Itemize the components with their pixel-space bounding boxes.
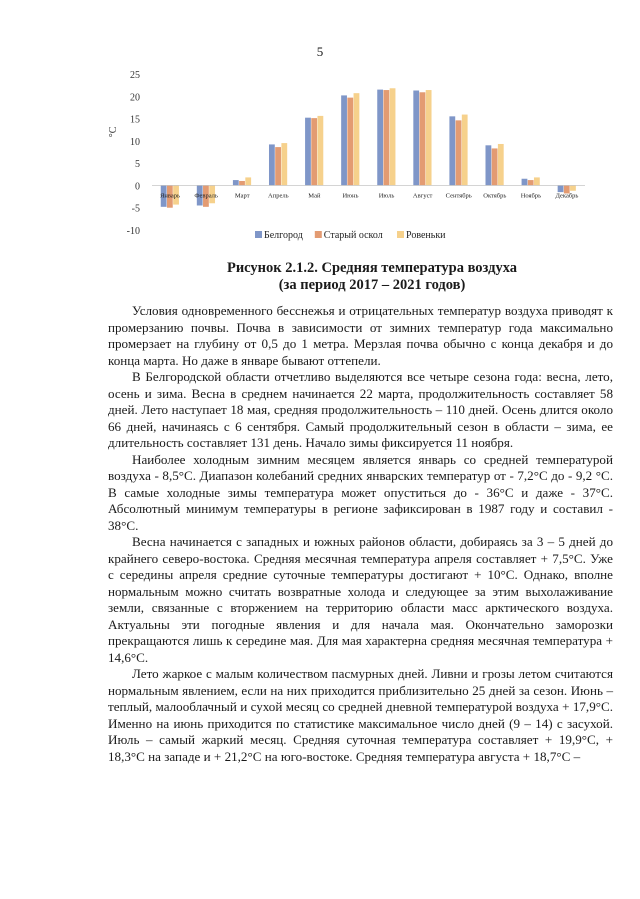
temperature-bar-chart: [100, 62, 600, 242]
legend-swatch: [315, 231, 322, 238]
paragraph-winter: Наиболее холодным зимним месяцем является январь со средней температурой воздуха - 8,5°С. Диапазон колебаний средних январских температур от - 7,2°С до - 9,2 °С. В самые холодные зимы температура может опуститься до - 36°С и даже - 37°С. Абсолютный минимум температуры в регионе зафиксирован в 1987 году и составил - 38°С.: [108, 451, 613, 533]
x-category-label: Январь: [160, 192, 180, 200]
y-tick-label: -5: [131, 203, 140, 215]
x-category-label: Июль: [378, 192, 395, 200]
x-category-label: Февраль: [194, 192, 218, 200]
y-tick-label: 10: [130, 136, 140, 148]
y-tick-label: -10: [126, 226, 140, 237]
paragraph-soil-freezing: Условия одновременного бесснежья и отрицательных температур воздуха приводят к промерзанию почвы. Почва в зависимости от зимних температур года максимально промерзает на глубину от 0,5 до 1 метра. Мерзлая почва обычно с конца декабря и до конца марта. Но даже в январе бывают оттепели.: [108, 303, 613, 368]
bar-1: [522, 179, 528, 186]
x-category-label: Октябрь: [483, 192, 507, 200]
paragraph-summer: Лето жаркое с малым количеством пасмурных дней. Ливни и грозы летом считаются нормальным явлением, если на них приходится приблизительно 25 дней за сезон. Июнь – теплый, малооблачный и сухой месяц со средней дневной температурой воздуха + 17,9°С. Именно на июнь приходится по статистике максимальное число дней (9 – 14) с засухой. Июль – самый жаркий месяц. Средняя суточная температура составляет + 19,9°С, + 18,3°С на западе и + 21,2°С на юго-востоке. Средняя температура августа + 18,7°С –: [108, 666, 613, 764]
figure-caption-period: (за период 2017 – 2021 годов): [278, 277, 466, 293]
bar-3: [426, 90, 432, 185]
bar-2: [383, 90, 389, 185]
bar-1: [485, 145, 491, 185]
legend-entry: Старый оскол: [323, 230, 383, 241]
legend-entry: Ровеньки: [406, 230, 446, 241]
x-category-label: Апрель: [268, 192, 289, 200]
bar-3: [570, 185, 576, 190]
bar-1: [233, 180, 239, 185]
bar-2: [347, 98, 353, 186]
bar-1: [413, 90, 419, 185]
x-category-label: Ноябрь: [520, 192, 542, 200]
body-text: [108, 303, 613, 765]
bar-1: [305, 118, 311, 186]
x-category-label: Май: [308, 192, 321, 200]
x-category-label: Сентябрь: [445, 192, 472, 200]
page-number: 5: [316, 44, 324, 59]
legend-swatch: [255, 231, 262, 238]
bar-3: [462, 115, 468, 186]
bar-2: [456, 120, 462, 185]
x-category-label: Август: [412, 192, 433, 200]
bar-3: [281, 143, 287, 185]
y-tick-label: 15: [130, 114, 140, 126]
bar-3: [534, 177, 540, 185]
x-category-label: Декабрь: [555, 192, 579, 200]
y-axis-label: °C: [108, 126, 119, 138]
y-tick-label: 5: [135, 159, 140, 171]
paragraph-seasons: В Белгородской области отчетливо выделяются все четыре сезона года: весна, лето, осень и зима. Весна в среднем начинается 22 марта, продолжительность составляет 58 дней. Лето наступает 18 мая, средняя продолжительность – 110 дней. Осень длится около 66 дней, начинаясь с 6 сентября. Самый продолжительный сезон в области – зима, ее длительность составляет 131 день. Начало зимы фиксируется 11 ноября.: [108, 369, 613, 450]
bar-3: [498, 144, 504, 185]
bar-2: [275, 147, 281, 185]
bar-1: [341, 95, 347, 185]
bar-3: [245, 177, 251, 185]
bar-1: [449, 116, 455, 185]
bar-2: [239, 181, 245, 185]
bar-3: [317, 116, 323, 186]
legend-entry: Белгород: [264, 230, 303, 241]
legend-swatch: [397, 231, 404, 238]
bar-3: [354, 93, 360, 185]
x-category-label: Март: [234, 192, 250, 200]
y-tick-label: 25: [130, 70, 140, 81]
y-tick-label: 0: [135, 181, 140, 193]
bar-2: [311, 118, 317, 185]
bar-1: [558, 185, 564, 192]
bar-2: [492, 148, 498, 185]
bar-1: [269, 144, 275, 185]
y-tick-label: 20: [130, 92, 140, 104]
bar-2: [420, 92, 426, 185]
figure-caption-title: Рисунок 2.1.2. Средняя температура воздуха: [226, 260, 518, 276]
bar-2: [528, 180, 534, 185]
x-category-label: Июнь: [342, 192, 359, 200]
paragraph-spring: Весна начинается с западных и южных районов области, добираясь за 3 – 5 дней до крайнего северо-востока. Средняя месячная температура апреля составляет + 7,5°С. Уже с середины апреля средние суточные температуры достигают + 10°С. Однако, вполне нормальным можно считать возвратные холода и следующее за этим выхолаживание земли, связанные с вторжением на территорию области масс арктического воздуха. Актуальны эти погодные явления и для начала мая. Окончательно заморозки прекращаются лишь к середине мая. Для мая характерна средняя месячная температура + 14,6°С.: [108, 534, 613, 665]
bar-3: [390, 88, 396, 185]
bar-1: [377, 90, 383, 186]
